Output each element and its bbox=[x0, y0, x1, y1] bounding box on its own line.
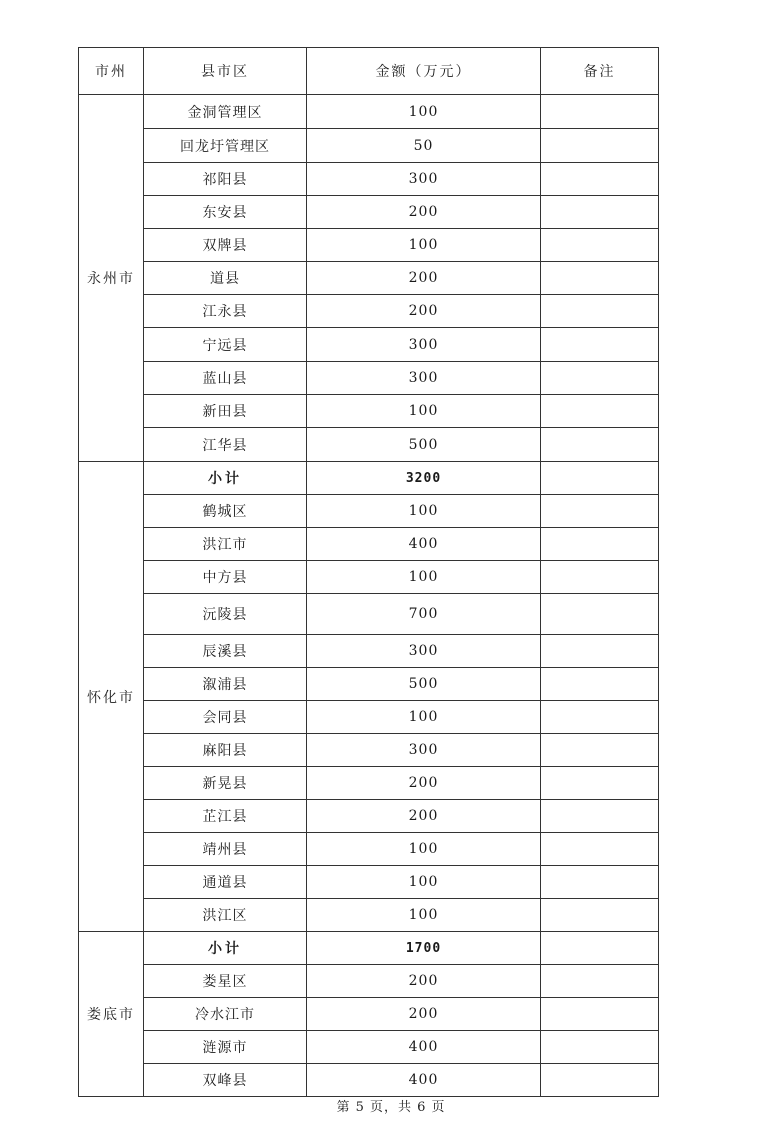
county-name: 溆浦县 bbox=[144, 668, 307, 701]
table-row bbox=[79, 1031, 659, 1064]
note-cell bbox=[541, 129, 659, 163]
note-cell bbox=[541, 635, 659, 668]
amount-cell: 300 bbox=[307, 362, 541, 395]
amount-cell: 500 bbox=[307, 428, 541, 462]
amount-cell: 50 bbox=[307, 129, 541, 163]
note-cell bbox=[541, 495, 659, 528]
amount-cell: 100 bbox=[307, 866, 541, 899]
amount-cell: 100 bbox=[307, 899, 541, 932]
note-cell bbox=[541, 328, 659, 362]
note-cell bbox=[541, 594, 659, 635]
table-row bbox=[79, 262, 659, 295]
table-row bbox=[79, 734, 659, 767]
amount-cell: 200 bbox=[307, 767, 541, 800]
county-name: 金洞管理区 bbox=[144, 95, 307, 129]
note-cell bbox=[541, 734, 659, 767]
amount-cell: 200 bbox=[307, 998, 541, 1031]
county-name: 道县 bbox=[144, 262, 307, 295]
amount-cell: 100 bbox=[307, 561, 541, 594]
amount-cell: 200 bbox=[307, 262, 541, 295]
note-cell bbox=[541, 998, 659, 1031]
county-name: 洪江市 bbox=[144, 528, 307, 561]
table-row bbox=[79, 668, 659, 701]
table-row bbox=[79, 528, 659, 561]
city-cell: 怀化市 bbox=[79, 462, 144, 932]
note-cell bbox=[541, 196, 659, 229]
county-name: 江华县 bbox=[144, 428, 307, 462]
county-name: 冷水江市 bbox=[144, 998, 307, 1031]
table-row bbox=[79, 833, 659, 866]
amount-cell: 400 bbox=[307, 1064, 541, 1097]
table-row bbox=[79, 701, 659, 734]
county-name: 蓝山县 bbox=[144, 362, 307, 395]
table-row bbox=[79, 561, 659, 594]
amount-cell: 700 bbox=[307, 594, 541, 635]
county-name: 娄星区 bbox=[144, 965, 307, 998]
amount-cell: 100 bbox=[307, 395, 541, 428]
table-row bbox=[79, 1064, 659, 1097]
amount-cell: 200 bbox=[307, 965, 541, 998]
county-name: 涟源市 bbox=[144, 1031, 307, 1064]
amount-cell: 100 bbox=[307, 229, 541, 262]
table-row bbox=[79, 328, 659, 362]
note-cell bbox=[541, 95, 659, 129]
table-row bbox=[79, 362, 659, 395]
amount-cell: 100 bbox=[307, 95, 541, 129]
county-name: 芷江县 bbox=[144, 800, 307, 833]
table-header-row bbox=[79, 48, 659, 95]
amount-cell: 200 bbox=[307, 295, 541, 328]
note-cell bbox=[541, 561, 659, 594]
table-row bbox=[79, 163, 659, 196]
amount-cell: 400 bbox=[307, 528, 541, 561]
amount-cell: 300 bbox=[307, 163, 541, 196]
subtotal-row bbox=[79, 932, 659, 965]
note-cell bbox=[541, 899, 659, 932]
note-cell bbox=[541, 1064, 659, 1097]
table-row bbox=[79, 129, 659, 163]
subtotal-label: 小计 bbox=[144, 462, 307, 495]
county-name: 中方县 bbox=[144, 561, 307, 594]
amount-cell: 100 bbox=[307, 833, 541, 866]
header-city: 市州 bbox=[79, 48, 144, 95]
allocation-table bbox=[78, 47, 659, 1097]
table-row bbox=[79, 295, 659, 328]
page-footer: 第 5 页，共 6 页 bbox=[336, 1100, 446, 1115]
amount-cell: 100 bbox=[307, 495, 541, 528]
amount-cell: 200 bbox=[307, 196, 541, 229]
note-cell bbox=[541, 163, 659, 196]
note-cell bbox=[541, 767, 659, 800]
county-name: 宁远县 bbox=[144, 328, 307, 362]
subtotal-amount: 1700 bbox=[307, 932, 541, 965]
county-name: 东安县 bbox=[144, 196, 307, 229]
table-row bbox=[79, 428, 659, 462]
county-name: 通道县 bbox=[144, 866, 307, 899]
table-body bbox=[79, 95, 659, 1097]
note-cell bbox=[541, 229, 659, 262]
table-row bbox=[79, 95, 659, 129]
county-name: 祁阳县 bbox=[144, 163, 307, 196]
table-row bbox=[79, 767, 659, 800]
county-name: 麻阳县 bbox=[144, 734, 307, 767]
county-name: 鹤城区 bbox=[144, 495, 307, 528]
table-row bbox=[79, 965, 659, 998]
amount-cell: 400 bbox=[307, 1031, 541, 1064]
note-cell bbox=[541, 395, 659, 428]
note-cell bbox=[541, 262, 659, 295]
table-row bbox=[79, 998, 659, 1031]
table-row bbox=[79, 800, 659, 833]
amount-cell: 500 bbox=[307, 668, 541, 701]
county-name: 双峰县 bbox=[144, 1064, 307, 1097]
county-name: 双牌县 bbox=[144, 229, 307, 262]
county-name: 会同县 bbox=[144, 701, 307, 734]
note-cell bbox=[541, 965, 659, 998]
table-row bbox=[79, 395, 659, 428]
county-name: 江永县 bbox=[144, 295, 307, 328]
table-row bbox=[79, 899, 659, 932]
table-row bbox=[79, 229, 659, 262]
subtotal-row bbox=[79, 462, 659, 495]
note-cell bbox=[541, 800, 659, 833]
county-name: 靖州县 bbox=[144, 833, 307, 866]
county-name: 新晃县 bbox=[144, 767, 307, 800]
note-cell bbox=[541, 932, 659, 965]
note-cell bbox=[541, 295, 659, 328]
county-name: 回龙圩管理区 bbox=[144, 129, 307, 163]
city-cell: 娄底市 bbox=[79, 932, 144, 1097]
table-row bbox=[79, 196, 659, 229]
amount-cell: 100 bbox=[307, 701, 541, 734]
county-name: 洪江区 bbox=[144, 899, 307, 932]
amount-cell: 300 bbox=[307, 635, 541, 668]
header-note: 备注 bbox=[541, 48, 659, 95]
county-name: 新田县 bbox=[144, 395, 307, 428]
table-row bbox=[79, 495, 659, 528]
county-name: 辰溪县 bbox=[144, 635, 307, 668]
note-cell bbox=[541, 362, 659, 395]
note-cell bbox=[541, 528, 659, 561]
table-row bbox=[79, 594, 659, 635]
city-cell: 永州市 bbox=[79, 95, 144, 462]
county-name: 沅陵县 bbox=[144, 594, 307, 635]
table-row bbox=[79, 866, 659, 899]
note-cell bbox=[541, 462, 659, 495]
note-cell bbox=[541, 428, 659, 462]
note-cell bbox=[541, 701, 659, 734]
note-cell bbox=[541, 1031, 659, 1064]
note-cell bbox=[541, 833, 659, 866]
header-county: 县市区 bbox=[144, 48, 307, 95]
subtotal-label: 小计 bbox=[144, 932, 307, 965]
header-amount: 金额（万元） bbox=[307, 48, 541, 95]
subtotal-amount: 3200 bbox=[307, 462, 541, 495]
amount-cell: 300 bbox=[307, 734, 541, 767]
note-cell bbox=[541, 668, 659, 701]
amount-cell: 300 bbox=[307, 328, 541, 362]
table-row bbox=[79, 635, 659, 668]
note-cell bbox=[541, 866, 659, 899]
amount-cell: 200 bbox=[307, 800, 541, 833]
